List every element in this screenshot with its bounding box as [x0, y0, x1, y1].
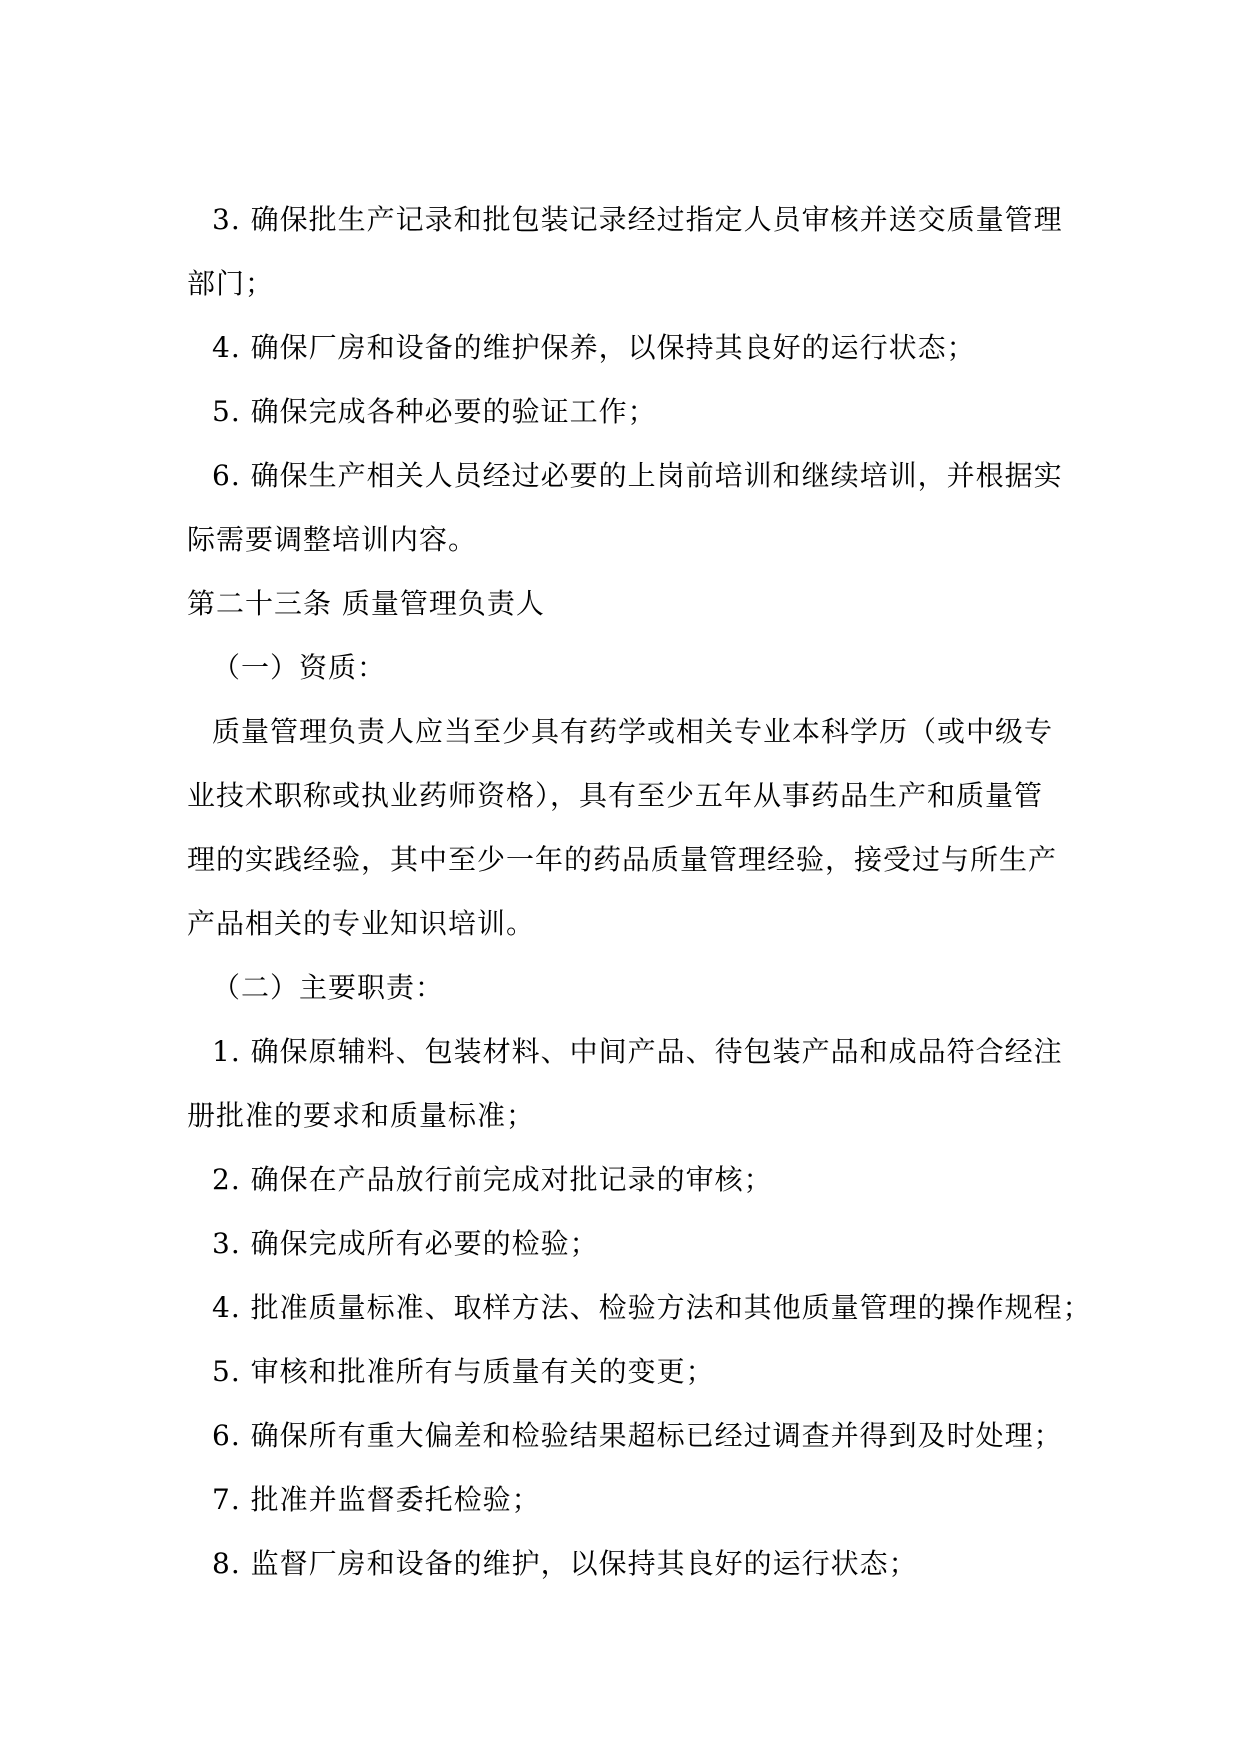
duty-5: 5. 审核和批准所有与质量有关的变更；	[212, 1355, 715, 1388]
duty-8: 8. 监督厂房和设备的维护，以保持其良好的运行状态；	[212, 1547, 918, 1580]
duty-3: 3. 确保完成所有必要的检验；	[212, 1227, 599, 1260]
duty-2: 2. 确保在产品放行前完成对批记录的审核；	[212, 1163, 773, 1196]
article-23-heading: 第二十三条 质量管理负责人	[187, 587, 545, 620]
section-duties-heading: （二）主要职责：	[212, 971, 445, 1004]
qualification-paragraph-line-3: 理的实践经验，其中至少一年的药品质量管理经验，接受过与所生产	[187, 843, 1058, 876]
qualification-paragraph-line-4: 产品相关的专业知识培训。	[187, 907, 536, 940]
section-qualification-heading: （一）资质：	[212, 651, 387, 684]
item-3-confirm-batch-records: 3. 确保批生产记录和批包装记录经过指定人员审核并送交质量管理	[212, 203, 1063, 236]
item-4-maintenance: 4. 确保厂房和设备的维护保养，以保持其良好的运行状态；	[212, 331, 976, 364]
duty-1-continuation: 册批准的要求和质量标准；	[187, 1099, 536, 1132]
item-6-training: 6. 确保生产相关人员经过必要的上岗前培训和继续培训，并根据实	[212, 459, 1063, 492]
duty-7: 7. 批准并监督委托检验；	[212, 1483, 541, 1516]
item-5-validation: 5. 确保完成各种必要的验证工作；	[212, 395, 657, 428]
duty-6: 6. 确保所有重大偏差和检验结果超标已经过调查并得到及时处理；	[212, 1419, 1063, 1452]
item-3-continuation: 部门；	[187, 267, 275, 300]
qualification-paragraph-line-1: 质量管理负责人应当至少具有药学或相关专业本科学历（或中级专	[212, 715, 1054, 748]
duty-4: 4. 批准质量标准、取样方法、检验方法和其他质量管理的操作规程；	[212, 1291, 1092, 1324]
qualification-paragraph-line-2: 业技术职称或执业药师资格），具有至少五年从事药品生产和质量管	[187, 779, 1044, 812]
duty-1: 1. 确保原辅料、包装材料、中间产品、待包装产品和成品符合经注	[212, 1035, 1063, 1068]
item-6-continuation: 际需要调整培训内容。	[187, 523, 478, 556]
